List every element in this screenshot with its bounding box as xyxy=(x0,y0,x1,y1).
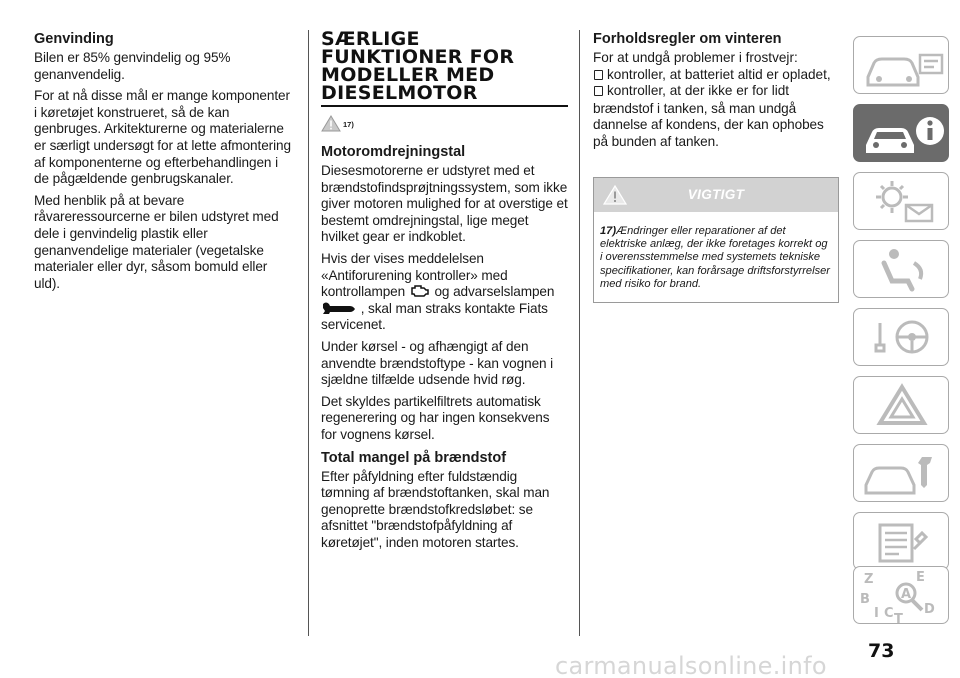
heading-fuel-shortage: Total mangel på brændstof xyxy=(321,449,507,466)
column-diesel xyxy=(321,30,568,556)
sidebar-item-maintenance[interactable] xyxy=(853,444,949,502)
column-divider xyxy=(308,30,309,636)
light-message-icon xyxy=(854,173,950,231)
list-item: kontroller, at batteriet altid er opladet, xyxy=(593,67,841,84)
warning-label: VIGTIGT xyxy=(687,187,745,203)
column-winter xyxy=(593,30,841,303)
svg-text:B: B xyxy=(860,592,870,607)
paragraph-fuel-shortage: Efter påfyldning efter fuldstændig tømning af brændstoftanken, skal man genoprette brændstofkredsløbet: se afsnittet "brændstofpåfyldning af køretøjet", inden motoren startes. xyxy=(321,468,550,550)
warning-triangle-icon xyxy=(603,185,627,205)
warning-triangle-icon xyxy=(321,115,341,132)
list-item: kontroller, at der ikke er for lidt xyxy=(593,83,841,100)
warning-triangle-icon xyxy=(854,377,950,435)
svg-text:A: A xyxy=(901,587,912,602)
svg-text:D: D xyxy=(924,602,935,617)
svg-text:E: E xyxy=(916,570,925,585)
paragraph-white-smoke: Under kørsel - og afhængigt af den anvendte brændstoftype - kan vognen i sjældne tilfælde udsende hvid røg. xyxy=(321,338,554,388)
winter-intro: For at undgå problemer i frostvejr: xyxy=(593,50,798,65)
bullet-square-icon xyxy=(594,86,603,96)
engine-check-icon xyxy=(409,284,431,298)
heading-idle-speed: Motoromdrejningstal xyxy=(321,144,466,160)
seat-airbag-icon xyxy=(854,241,950,299)
sidebar-item-car-info[interactable] xyxy=(853,104,949,162)
paragraph-antipollution: Hvis der vises meddelelsen «Antiforurening kontroller» med kontrollampen og advarselslampen , skal man straks kontakte Fiats servicenet. xyxy=(321,250,555,333)
paragraph-particle-filter: Det skyldes partikelfiltrets automatisk regenerering og har ingen konsekvens for vognens kørsel. xyxy=(321,393,550,442)
note-reference: 17) xyxy=(321,115,568,137)
svg-text:I: I xyxy=(874,606,879,621)
column-recycling xyxy=(34,30,296,297)
paragraph-condensation: brændstof i tanken, så man undgå dannelse af kondens, der kan ophobes på bunden af tanken. xyxy=(593,100,824,149)
column-divider xyxy=(579,30,580,636)
warning-box xyxy=(593,177,839,303)
specifications-list-icon xyxy=(854,513,950,571)
svg-text:T: T xyxy=(894,612,903,625)
bullet-square-icon xyxy=(594,70,603,80)
sidebar-item-dashboard[interactable] xyxy=(853,36,949,94)
title-rule xyxy=(321,105,568,107)
warning-header xyxy=(594,178,838,212)
sidebar-item-lights[interactable] xyxy=(853,172,949,230)
wrench-icon xyxy=(321,301,357,314)
watermark: carmanualsonline.info xyxy=(555,652,827,678)
paragraph-materials: Med henblik på at bevare råvareressourcerne er bilen udstyret med dele i genvindelig plastik eller genanvendelige materialer (vegetalske materialer eller dyr, såsom bomuld eller uld). xyxy=(34,192,279,291)
paragraph-idle-speed: Diesesmotorerne er udstyret med et brændstofindsprøjtningssystem, som ikke giver motoren mulighed for at overstige et bestemt omdrejningstal, lige meget hvilket gear er indkoblet. xyxy=(321,163,568,245)
warning-text: 17)Ændringer eller reparationer af det elektriske anlæg, der ikke foretages korrekt og i overensstemmelse med systemets tekniske specifikationer, kan forårsage driftsforstyrrelser med risiko for brand. xyxy=(600,224,830,291)
svg-text:Z: Z xyxy=(864,572,874,587)
section-title: SÆRLIGE FUNKTIONER FOR MODELLER MED DIESELMOTOR xyxy=(321,28,515,104)
index-a-z-icon xyxy=(854,567,950,625)
key-steering-wheel-icon xyxy=(854,309,950,367)
sidebar-item-emergency[interactable] xyxy=(853,376,949,434)
car-dashboard-icon xyxy=(854,37,950,95)
svg-text:C: C xyxy=(884,606,894,621)
heading-recycling: Genvinding xyxy=(34,31,114,47)
sidebar-item-specifications[interactable] xyxy=(853,512,949,570)
paragraph-components: For at nå disse mål er mange komponenter i køretøjet konstrueret, så de kan genbruges. Arkitekturerne og materialerne er særligt undersøgt for at lette afmontering af komponenterne og efterbehandlingen i de pågældende genbrugskanaler. xyxy=(34,88,291,187)
page-number: 73 xyxy=(868,640,895,662)
sidebar-item-safety[interactable] xyxy=(853,240,949,298)
car-info-icon xyxy=(854,105,950,163)
car-wrench-icon xyxy=(854,445,950,503)
sidebar-item-starting[interactable] xyxy=(853,308,949,366)
paragraph-recyclable: Bilen er 85% genvindelig og 95% genanvendelig. xyxy=(34,50,231,82)
sidebar-item-index[interactable] xyxy=(853,566,949,624)
heading-winter: Forholdsregler om vinteren xyxy=(593,31,782,47)
